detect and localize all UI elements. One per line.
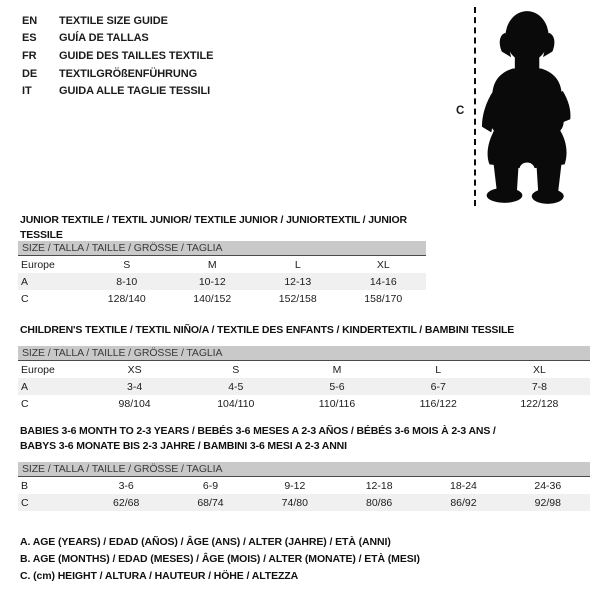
language-title: GUÍA DE TALLAS [59, 32, 149, 45]
language-row [22, 65, 213, 83]
table-row [18, 494, 590, 511]
cell-value: M [207, 258, 217, 271]
language-row [22, 30, 213, 48]
toddler-silhouette-icon [481, 7, 575, 207]
table-title [18, 424, 590, 453]
language-code: EN [22, 14, 38, 27]
cell-value: 104/110 [217, 397, 255, 410]
table-row [18, 477, 590, 494]
row-label: Europe [21, 363, 55, 376]
cell-value: 3-6 [118, 479, 134, 492]
size-header-bar: SIZE / TALLA / TAILLE / GRÖSSE / TAGLIA [18, 241, 426, 256]
cell-value: 10-12 [198, 275, 226, 288]
row-label: B [21, 479, 29, 492]
table-row [18, 395, 590, 412]
cell-value: 158/170 [364, 292, 403, 305]
language-title: GUIDA ALLE TAGLIE TESSILI [59, 85, 211, 98]
cell-value: XL [376, 258, 390, 271]
footnote-line: B. AGE (MONTHS) / EDAD (MESES) / ÂGE (MOIS) / ALTER (MONATE) / ETÀ (MESI) [20, 553, 420, 566]
language-code: IT [22, 85, 32, 98]
cell-value: 122/128 [520, 397, 559, 410]
size-header-bar: SIZE / TALLA / TAILLE / GRÖSSE / TAGLIA [18, 346, 590, 361]
language-row [22, 82, 213, 100]
cell-value: L [294, 258, 301, 271]
cell-value: 86/92 [450, 496, 477, 509]
cell-value: 4-5 [228, 380, 244, 393]
children-size-table-section [18, 323, 590, 410]
cell-value: 80/86 [366, 496, 393, 509]
size-header-bar: SIZE / TALLA / TAILLE / GRÖSSE / TAGLIA [18, 462, 590, 477]
language-list [22, 12, 213, 100]
language-title: TEXTILGRÖßENFÜHRUNG [59, 67, 198, 80]
footnotes [20, 534, 420, 586]
babies-size-table-section [18, 424, 590, 509]
cell-value: 3-4 [127, 380, 143, 393]
cell-value: 110/116 [318, 397, 356, 410]
cell-value: L [435, 363, 442, 376]
table-title-line: JUNIOR TEXTILE / TEXTIL JUNIOR/ TEXTILE JUNIOR / JUNIORTEXTIL / JUNIOR TESSILE [20, 214, 407, 241]
table-row [18, 256, 426, 273]
language-title: GUIDE DES TAILLES TEXTILE [59, 49, 214, 62]
cell-value: 6-7 [430, 380, 446, 393]
cell-value: 24-36 [534, 479, 562, 492]
size-table [18, 346, 590, 412]
row-label: C [21, 496, 29, 509]
table-row [18, 290, 426, 307]
cell-value: 7-8 [531, 380, 547, 393]
cell-value: 6-9 [202, 479, 219, 492]
cell-value: 8-10 [116, 275, 138, 288]
table-title-line: BABYS 3-6 MONATE BIS 2-3 JAHRE / BAMBINI 3-6 MESI A 2-3 ANNI [20, 439, 347, 452]
language-code: FR [22, 49, 37, 62]
junior-size-table-section [18, 213, 426, 305]
cell-value: 92/98 [534, 496, 561, 509]
cell-value: 140/152 [193, 292, 232, 305]
row-label: C [21, 292, 29, 305]
table-title [18, 213, 426, 242]
language-code: DE [22, 67, 38, 80]
cell-value: 74/80 [281, 496, 308, 509]
cell-value: 9-12 [284, 479, 306, 492]
table-row [18, 273, 426, 290]
cell-value: 116/122 [419, 397, 457, 410]
cell-value: 98/104 [118, 397, 151, 410]
cell-value: 14-16 [369, 275, 397, 288]
size-table [18, 241, 426, 307]
cell-value: 68/74 [197, 496, 224, 509]
footnote-line: C. (cm) HEIGHT / ALTURA / HAUTEUR / HÖHE / ALTEZZA [20, 570, 299, 583]
language-title: TEXTILE SIZE GUIDE [59, 14, 168, 27]
height-measure-label: C [456, 105, 465, 117]
table-row [18, 361, 590, 378]
language-row [22, 12, 213, 30]
language-row [22, 47, 213, 65]
cell-value: 152/158 [278, 292, 317, 305]
cell-value: XS [127, 363, 142, 376]
cell-value: M [332, 363, 342, 376]
row-label: Europe [21, 258, 55, 271]
cell-value: XL [532, 363, 546, 376]
row-label: A [21, 380, 29, 393]
cell-value: 18-24 [450, 479, 477, 492]
row-label: C [21, 397, 29, 410]
cell-value: 128/140 [107, 292, 146, 305]
cell-value: 5-6 [329, 380, 345, 393]
cell-value: S [232, 363, 240, 376]
table-row [18, 378, 590, 395]
row-label: A [21, 275, 29, 288]
cell-value: 12-13 [284, 275, 312, 288]
cell-value: S [123, 258, 131, 271]
language-code: ES [22, 32, 37, 45]
table-title-line: CHILDREN'S TEXTILE / TEXTIL NIÑO/A / TEXTILE DES ENFANTS / KINDERTEXTIL / BAMBINI TESSILE [20, 324, 515, 336]
size-table [18, 462, 590, 511]
table-title [18, 323, 590, 338]
cell-value: 62/68 [113, 496, 140, 509]
cell-value: 12-18 [365, 479, 393, 492]
table-title-line: BABIES 3-6 MONTH TO 2-3 YEARS / BEBÉS 3-6 MESES A 2-3 AÑOS / BÉBÉS 3-6 MOIS À 2-3 ANS / [20, 425, 496, 437]
footnote-line: A. AGE (YEARS) / EDAD (AÑOS) / ÂGE (ANS) / ALTER (JAHRE) / ETÀ (ANNI) [20, 536, 391, 548]
height-measure-dashed-line [474, 7, 476, 206]
